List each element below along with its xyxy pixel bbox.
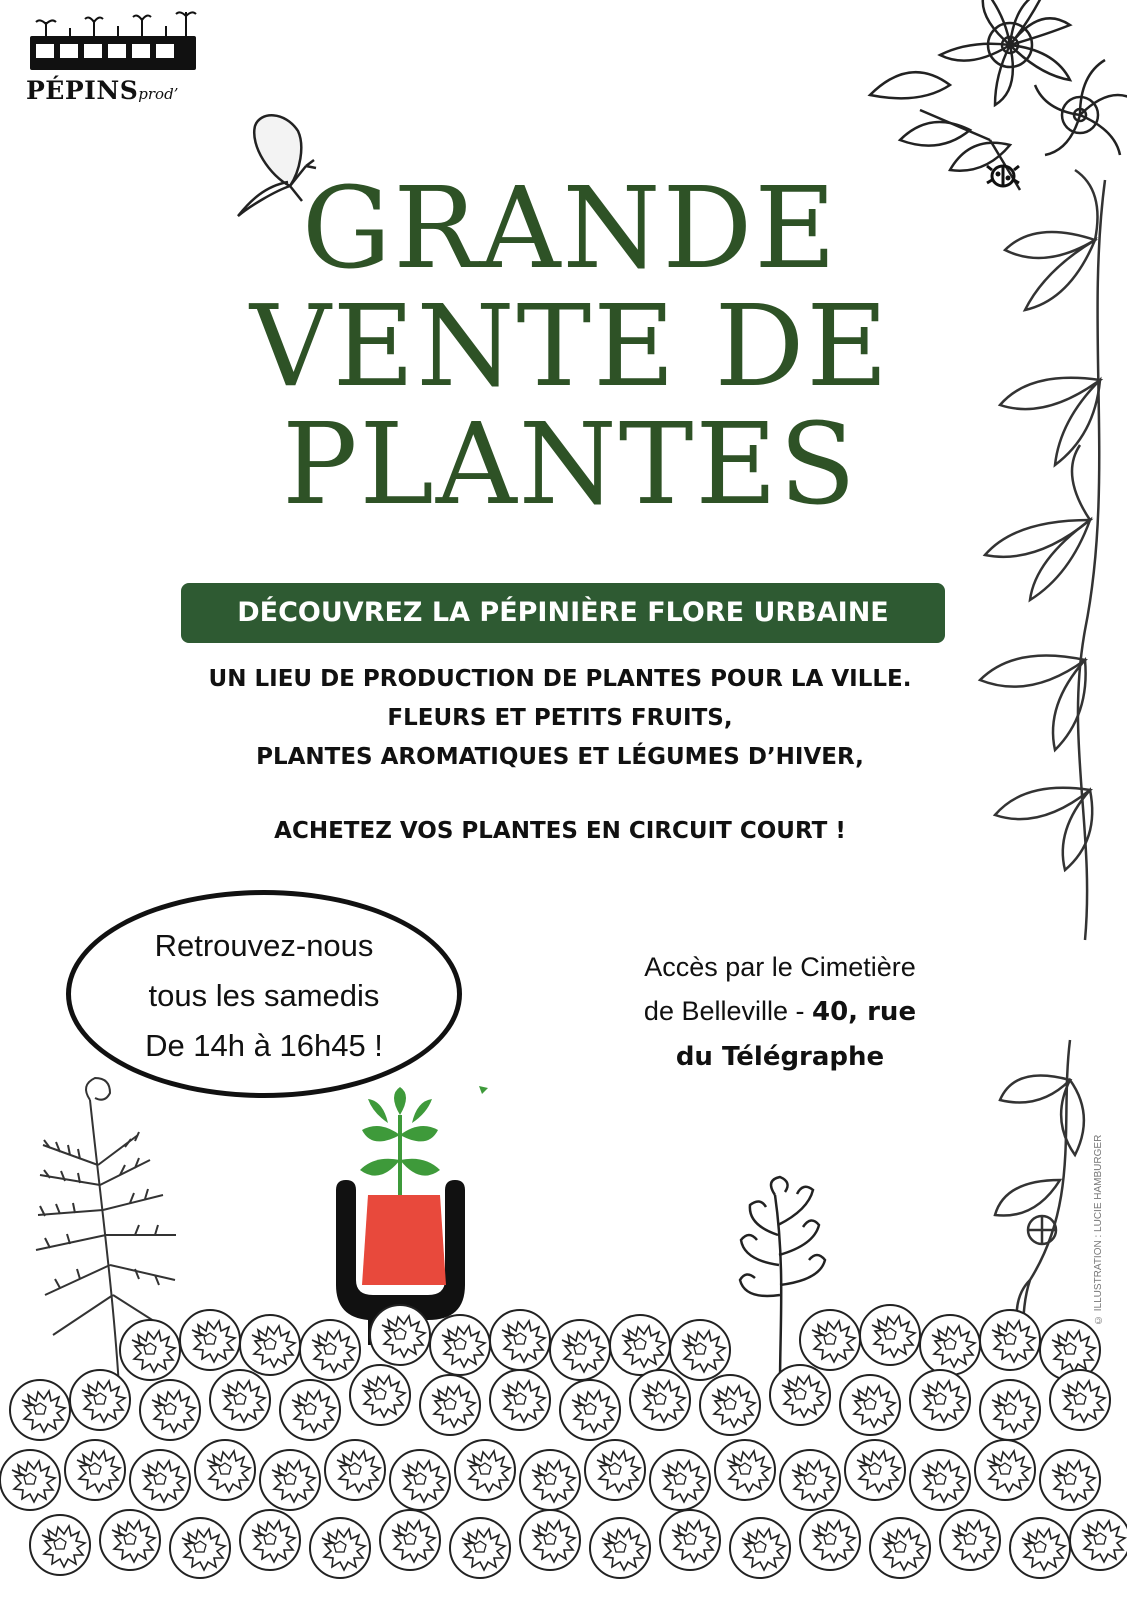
description-line: FLEURS ET PETITS FRUITS,: [387, 705, 733, 731]
address-line-2: de Belleville - 40, rue: [643, 996, 917, 1027]
page-title: [230, 164, 910, 530]
climbing-vine-illustration: [965, 180, 1127, 940]
nursery-banner: DÉCOUVREZ LA PÉPINIÈRE FLORE URBAINE: [181, 583, 945, 643]
description-block: [140, 660, 980, 777]
call-to-action: ACHETEZ VOS PLANTES EN CIRCUIT COURT !: [274, 818, 846, 844]
illustration-credit: © ILLUSTRATION : LUCIE HAMBURGER: [1093, 1134, 1104, 1325]
brand-logo: [26, 6, 201, 106]
title-line-1: GRANDE: [301, 164, 839, 294]
title-line-3: PLANTES: [282, 400, 858, 530]
logo-pots-graphic: [26, 6, 201, 76]
schedule-bubble: [66, 890, 462, 1098]
address-block: [580, 945, 980, 1079]
description-line: UN LIEU DE PRODUCTION DE PLANTES POUR LA VILLE.: [208, 666, 912, 692]
schedule-line: tous les samedis: [148, 978, 380, 1013]
flower-bush-illustration: [0, 1290, 1127, 1600]
address-line-3: du Télégraphe: [675, 1042, 885, 1072]
logo-wordmark: PÉPINSprod’: [26, 76, 179, 105]
address-line-1: Accès par le Cimetière: [644, 952, 916, 982]
sprout-dot-icon: [478, 1085, 490, 1097]
description-line: PLANTES AROMATIQUES ET LÉGUMES D’HIVER,: [256, 744, 864, 770]
schedule-line: Retrouvez-nous: [154, 928, 374, 963]
schedule-line: De 14h à 16h45 !: [145, 1028, 383, 1063]
title-line-2: VENTE DE: [249, 282, 891, 412]
